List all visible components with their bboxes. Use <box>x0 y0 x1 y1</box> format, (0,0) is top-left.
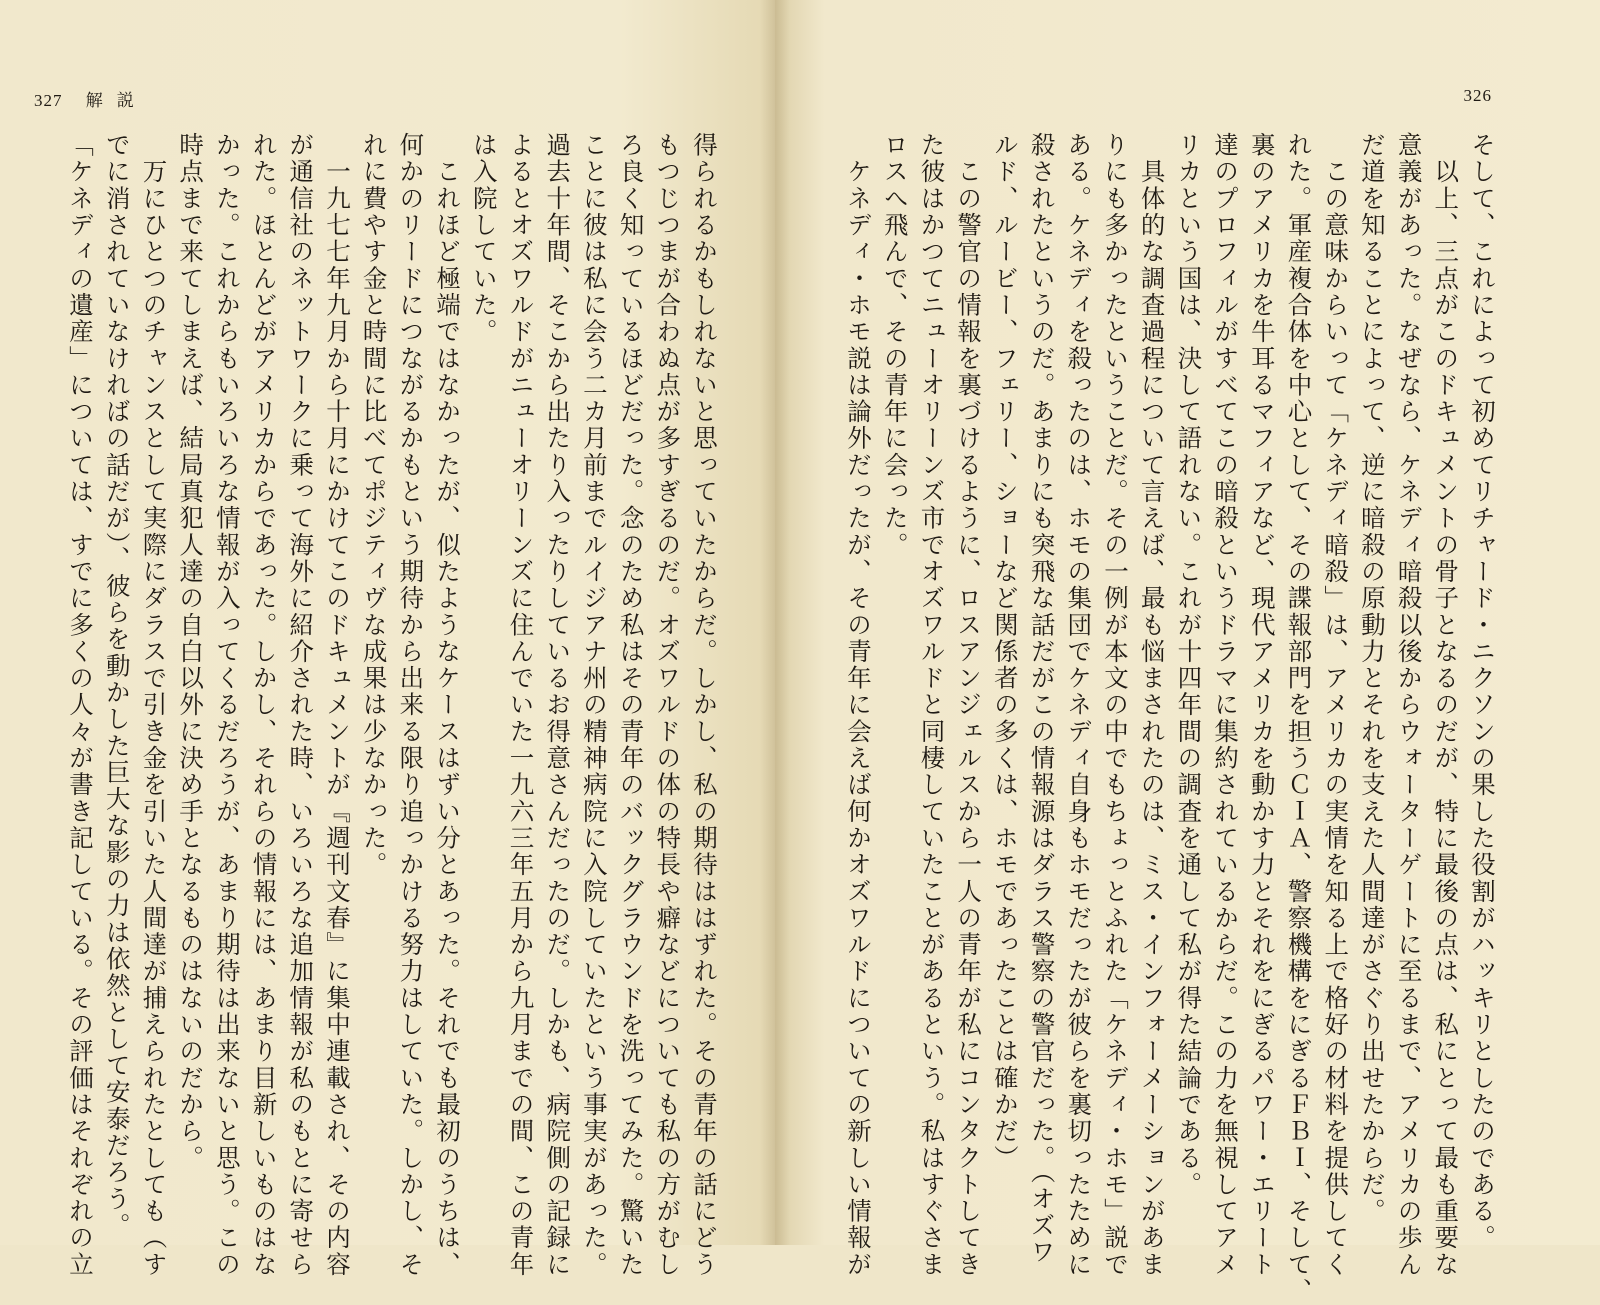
text-column: 以上、三点がこのドキュメントの骨子となるのだが、特に最後の点は、私にとって最も重要な <box>1431 132 1461 1278</box>
text-column: リカという国は、決して語れない。これが十四年間の調査を通して私が得た結論である。 <box>1174 132 1204 1198</box>
running-title: 解説 <box>85 91 148 111</box>
text-column: この警官の情報を裏づけるように、ロスアンジェルスから一人の青年が私にコンタクトしてき <box>954 132 984 1278</box>
text-column: ロスへ飛んで、その青年に会った。 <box>880 132 910 559</box>
text-column: 具体的な調査過程について言えば、最も悩まされたのは、ミス・インフォーメーションがあま <box>1137 132 1167 1278</box>
text-column: だ道を知ることによって、逆に暗殺の原動力とそれを支えた人間達がさぐり出せたからだ。 <box>1357 132 1387 1225</box>
text-column: 意義があった。なぜなら、ケネディ暗殺以後からウォーターゲートに至るまで、アメリカの歩ん <box>1394 132 1424 1278</box>
text-column: ケネディ・ホモ説は論外だったが、その青年に会えば何かオズワルドについての新しい情報が <box>844 132 874 1278</box>
text-column: 得られるかもしれないと思っていたからだ。しかし、私の期待ははずれた。その青年の話にどう <box>690 132 719 1278</box>
text-column: 殺されたというのだ。あまりにも突飛な話だがこの情報源はダラス警察の警官だった。（オズワ <box>1027 132 1057 1266</box>
text-column: 万にひとつのチャンスとして実際にダラスで引き金を引いた人間達が捕えられたとしても（す <box>139 132 169 1278</box>
text-column: ルド、ルービー、フェリー、ショーなど関係者の多くは、ホモであったことは確かだ） <box>990 132 1020 1172</box>
text-column: が通信社のネットワークに乗って海外に紹介された時、いろいろな追加情報が私のもとに寄せら <box>286 132 316 1278</box>
text-column: ある。ケネディを殺ったのは、ホモの集団でケネディ自身もホモだったが彼らを裏切ったために <box>1064 132 1094 1278</box>
text-column: た彼はかつてニューオリーンズ市でオズワルドと同棲していたことがあるという。私はすぐさま <box>917 132 947 1278</box>
book-gutter <box>760 0 790 1245</box>
text-column: 時点まで来てしまえば、結局真犯人達の自白以外に決め手となるものはないのだから。 <box>176 132 206 1172</box>
left-page-header <box>34 86 148 111</box>
text-column: ろ良く知っているほどだった。念のため私はその青年のバックグラウンドを洗ってみた。驚いた <box>616 132 646 1278</box>
right-page-number: 326 <box>1463 86 1492 105</box>
text-column: 何かのリードにつながるかもという期待から出来る限り追っかける努力はしていた。しかし、そ <box>396 132 426 1278</box>
text-column: 裏のアメリカを牛耳るマフィアなど、現代アメリカを動かす力とそれをにぎるパワー・エリート <box>1247 132 1277 1278</box>
left-page-body <box>61 132 722 1278</box>
text-column: この意味からいって「ケネディ暗殺」は、アメリカの実情を知る上で格好の材料を提供してく <box>1321 132 1351 1278</box>
text-column: れた。軍産複合体を中心として、その諜報部門を担うＣＩＡ、警察機構をにぎるＦＢＩ、そして、 <box>1284 132 1314 1305</box>
text-column: かった。これからもいろいろな情報が入ってくるだろうが、あまり期待は出来ないと思う。この <box>212 132 242 1278</box>
text-column: もつじつまが合わぬ点が多すぎるのだ。オズワルドの体の特長や癖などについても私の方がむし <box>653 132 683 1278</box>
text-column: れた。ほとんどがアメリカからであった。しかし、それらの情報には、あまり目新しいものはな <box>249 132 279 1278</box>
text-column: ことに彼は私に会う二カ月前までルイジアナ州の精神病院に入院していたという事実があった。 <box>579 132 609 1278</box>
right-page-body <box>839 132 1500 1305</box>
text-column: よるとオズワルドがニューオリーンズに住んでいた一九六三年五月から九月までの間、この青年 <box>506 132 536 1278</box>
right-page-header <box>1464 86 1493 106</box>
text-column: 一九七七年九月から十月にかけてこのドキュメントが『週刊文春』に集中連載され、その内容 <box>322 132 352 1278</box>
text-column: れに費やす金と時間に比べてポジティヴな成果は少なかった。 <box>359 132 389 879</box>
text-column: りにも多かったということだ。その一例が本文の中でもちょっとふれた「ケネディ・ホモ」説で <box>1100 132 1130 1278</box>
text-column: でに消されていなければの話だが）、彼らを動かした巨大な影の力は依然として安泰だろう。 <box>102 132 132 1240</box>
text-column: は入院していた。 <box>469 132 499 346</box>
left-page-number: 327 <box>34 91 63 110</box>
text-column: 達のプロフィルがすべてこの暗殺というドラマに集約されているからだ。この力を無視してアメ <box>1211 132 1241 1278</box>
text-column: 「ケネディの遺産」については、すでに多くの人々が書き記している。その評価はそれぞれの立 <box>66 132 96 1278</box>
text-column: 過去十年間、そこから出たり入ったりしているお得意さんだったのだ。しかも、病院側の記録に <box>543 132 573 1278</box>
text-column: そして、これによって初めてリチャード・ニクソンの果した役割がハッキリとしたのである。 <box>1468 132 1497 1252</box>
text-column: これほど極端ではなかったが、似たようなケースはずい分とあった。それでも最初のうちは、 <box>433 132 463 1278</box>
